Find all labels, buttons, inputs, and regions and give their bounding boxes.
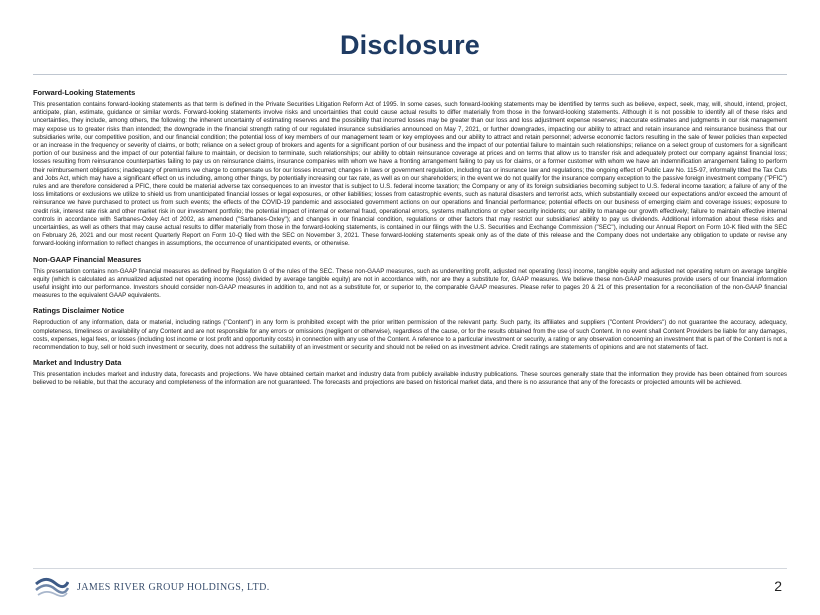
section-body: This presentation includes market and industry data, forecasts and projections. We have obtained certain market and industry data from publicly available industry publications. These sources generally state that the information they provide has been obtained from sources believed to be reliable, but that the accuracy and completeness of the information are not guaranteed. The forecasts and projections are based on historical market data, and there is no assurance that any of the forecasts or projected amounts will be achieved. [33, 371, 787, 387]
section-market-data [33, 358, 787, 387]
disclosure-content [33, 88, 787, 394]
footer-divider [33, 568, 787, 569]
page-number: 2 [774, 578, 782, 594]
company-logo [35, 574, 270, 600]
section-heading: Market and Industry Data [33, 358, 122, 368]
section-heading: Non-GAAP Financial Measures [33, 254, 142, 264]
title-divider [33, 74, 787, 75]
page-title: Disclosure [339, 30, 481, 60]
section-non-gaap [33, 255, 787, 301]
section-ratings-disclaimer [33, 306, 787, 352]
section-forward-looking [33, 88, 787, 249]
section-heading: Forward-Looking Statements [33, 88, 136, 97]
company-name: JAMES RIVER GROUP HOLDINGS, LTD. [77, 581, 270, 593]
james-river-wave-logo-icon [35, 576, 69, 598]
section-body: This presentation contains forward-looking statements as that term is defined in the Private Securities Litigation Reform Act of 1995. In some cases, such forward-looking statements may be identified by terms such as believe, expect, seek, may, will, should, intend, project, anticipate, plan, estimate, guidance or similar words. Forward-looking statements involve risks and uncertainties that could cause actual results to differ materially from those in the forward-looking statements. Although it is not possible to identify all of these risks and uncertainties, they include, among others, the following: the inherent uncertainty of estimating reserves and the possibility that incurred losses may be greater than our loss and loss adjustment expense reserves; inaccurate estimates and judgments in our risk management may expose us to greater risks than intended; the downgrade in the financial strength rating of our regulated insurance subsidiaries announced on May 7, 2021, or further downgrades, impacting our ability to attract and retain insurance and reinsurance business that our subsidiaries write, our competitive position, and our financial condition; the potential loss of key members of our management team or key employees and our ability to attract and retain personnel; adverse economic factors resulting in the sale of fewer policies than expected or an increase in the frequency or severity of claims, or both; reliance on a select group of brokers and agents for a significant portion of our business and the impact of our potential failure to maintain such relationships; reliance on a select group of customers for a significant portion of our business and the impact of our potential failure to maintain, or decision to terminate, such relationships; our ability to obtain reinsurance coverage at prices and on terms that allow us to transfer risk and adequately protect our company against financial loss; losses resulting from reinsurance counterparties failing to pay us on reinsurance claims, insurance companies with whom we have a fronting arrangement failing to pay us for claims, or a former customer with whom we have an indemnification arrangement failing to perform their reimbursement obligations; inadequacy of premiums we charge to compensate us for our losses incurred; changes in laws or government regulation, including tax or insurance law and regulations; the ongoing effect of Public Law No. 115-97, informally titled the Tax Cuts and Jobs Act, which may have a significant effect on us including, among other things, by potentially increasing our tax rate, as well as on our shareholders; in the event we do not qualify for the insurance company exception to the passive foreign investment company ("PFIC") rules and are therefore considered a PFIC, there could be material adverse tax consequences to an investor that is subject to U.S. federal income taxation; the Company or any of its foreign subsidiaries becoming subject to U.S. federal income taxation; a failure of any of the loss limitations or exclusions we utilize to shield us from unanticipated financial losses or legal exposures, or other liabilities; losses from catastrophic events, such as natural disasters and terrorist acts, which substantially exceed our expectations and/or exceed the amount of reinsurance we have purchased to protect us from such events; the effects of the COVID-19 pandemic and associated government actions on our operations and financial performance; potential effects on our business of emerging claim and coverage issues; exposure to credit risk, interest rate risk and other market risk in our investment portfolio; the potential impact of internal or external fraud, operational errors, systems malfunctions or cyber security incidents; our ability to manage our growth effectively; failure to maintain effective internal controls in accordance with Sarbanes-Oxley Act of 2002, as amended ("Sarbanes-Oxley"); and changes in our financial condition, regulations or other factors that may restrict our subsidiaries' ability to pay us dividends. Additional information about these risks and uncertainties, as well as others that may cause actual results to differ materially from those in the forward-looking statements, is contained in our filings with the U.S. Securities and Exchange Commission ("SEC"), including our Annual Report on Form 10-K filed with the SEC on February 26, 2021 and our most recent Quarterly Report on Form 10-Q filed with the SEC on November 3, 2021. These forward-looking statements speak only as of the date of this release and the Company does not undertake any obligation to update or revise any forward-looking information to reflect changes in assumptions, the occurrence of unanticipated events, or otherwise. [33, 101, 787, 248]
section-heading: Ratings Disclaimer Notice [33, 306, 125, 316]
section-body: This presentation contains non-GAAP financial measures as defined by Regulation G of the rules of the SEC. These non-GAAP measures, such as underwriting profit, adjusted net operating (loss) income, tangible equity and adjusted net operating return on average tangible equity (which is calculated as annualized adjusted net operating income (loss) divided by average tangible equity) are not in accordance with, nor are they a substitute for, GAAP measures. We believe these non-GAAP measures provide users of our financial information useful insight into our performance. Investors should consider non-GAAP measures in addition to, and not as a substitute for, or superior to, the comparable GAAP measures. Please refer to pages 20 & 21 of this presentation for a reconciliation of the non-GAAP financial measures to the equivalent GAAP equivalents. [33, 267, 787, 300]
section-body: Reproduction of any information, data or material, including ratings ("Content") in any form is prohibited except with the prior written permission of the relevant party. Such party, its affiliates and suppliers ("Content Providers") do not guarantee the accuracy, adequacy, completeness, timeliness or availability of any Content and are not responsible for any errors or omissions (negligent or otherwise), regardless of the cause, or for the results obtained from the use of such Content. In no event shall Content Providers be liable for any damages, costs, expenses, legal fees, or losses (including lost income or lost profit and opportunity costs) in connection with any use of the Content. A reference to a particular investment or security, a rating or any observation concerning an investment that is part of the Content is not a recommendation to buy, sell or hold such investment or security, does not address the suitability of an investment or security and should not be relied on as investment advice. Credit ratings are statements of opinions and are not statements of fact. [33, 319, 787, 352]
